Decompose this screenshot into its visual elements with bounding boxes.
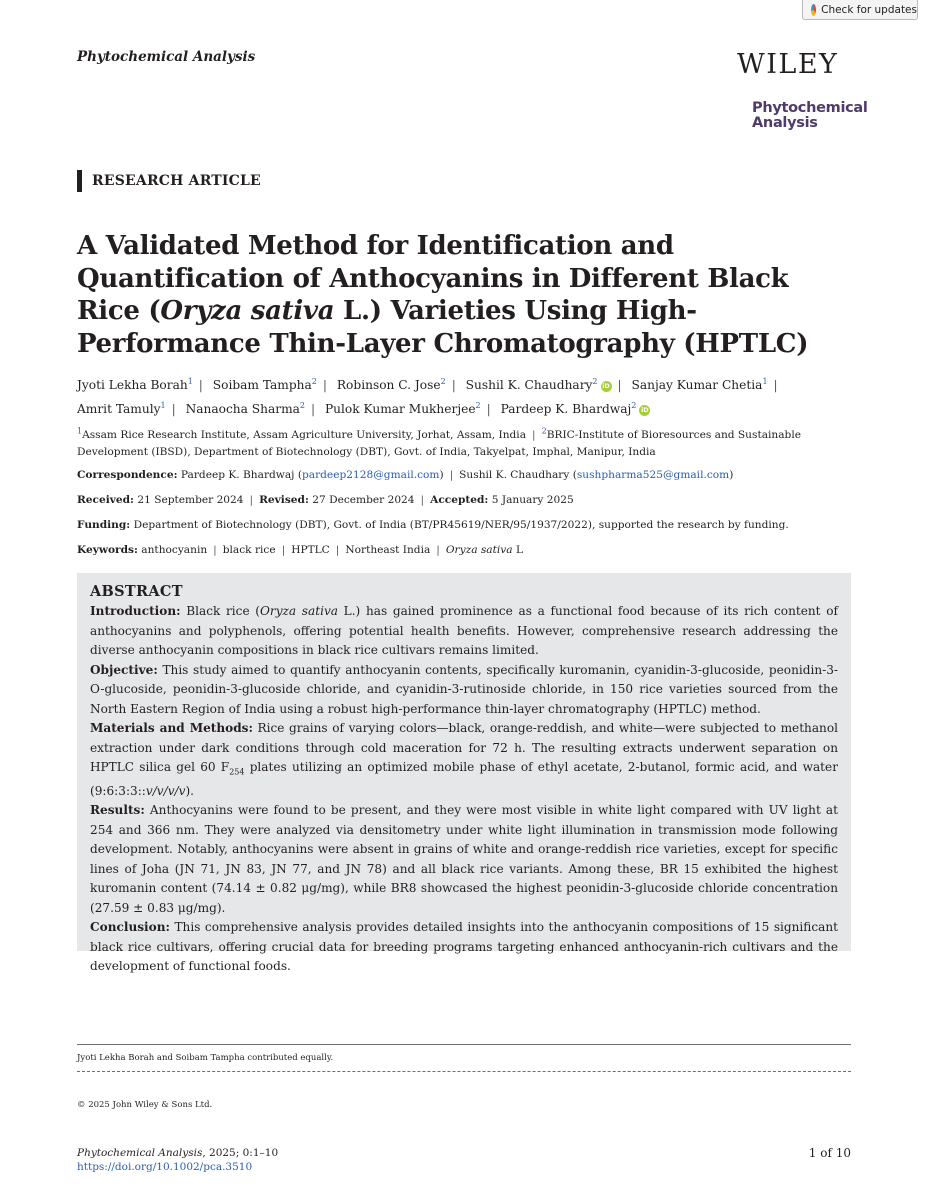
affiliation-2: $^2$BRIC-Institute of Bioresources and Sustainable Development (IBSD), Department of Biotechnology (DBT), Govt. of India, Takyelpat, Imphal, Manipur, India	[77, 426, 801, 458]
author-name: Pulok Kumar Mukherjee$^2$	[324, 400, 481, 416]
keywords: Keywords: anthocyanin | black rice | HPTLC | Northeast India | Oryza sativa L	[77, 544, 523, 556]
author-name: Soibam Tampha$^2$	[212, 377, 317, 393]
check-for-updates-button[interactable]	[802, 0, 918, 20]
crossmark-icon	[811, 4, 816, 16]
article-type-label: RESEARCH ARTICLE	[92, 173, 261, 189]
journal-logo-line1: Phytochemical	[752, 100, 868, 116]
journal-logo	[752, 101, 868, 131]
check-for-updates-label: Check for updates	[821, 3, 917, 16]
footnote: Jyoti Lekha Borah and Soibam Tampha contributed equally.	[77, 1053, 334, 1063]
funding: Funding: Department of Biotechnology (DBT), Govt. of India (BT/PR45619/NER/95/1937/2022), supported the research by funding.	[77, 519, 789, 531]
email-link-bhardwaj[interactable]: pardeep2128@gmail.com	[301, 469, 440, 481]
keyword: Northeast India	[345, 544, 431, 556]
footnote-dashed-divider	[77, 1071, 851, 1072]
author-name: Amrit Tamuly$^1$	[77, 400, 166, 416]
abstract-heading: ABSTRACT	[90, 583, 183, 600]
page-number: 1 of 10	[808, 1146, 851, 1160]
author-list: Jyoti Lekha Borah$^1$ | Soibam Tampha$^2$ | Robinson C. Jose$^2$ | Sushil K. Chaudhary$^2$iD | Sanjay Kumar Chetia$^1$ | Amrit Tamuly$^1$ | Nanaocha Sharma$^2$ | Pulok Kumar Mukherjee$^2$ | Pardeep K. Bhardwaj$^2$iD	[77, 377, 778, 416]
doi-link[interactable]: https://doi.org/10.1002/pca.3510	[77, 1161, 253, 1173]
author-name: Sushil K. Chaudhary$^2$iD	[465, 377, 610, 393]
abstract-objective: Objective: This study aimed to quantify anthocyanin contents, specifically kuromanin, cyanidin-3-glucoside, peonidin-3-O-glucoside, peonidin-3-glucoside chloride, and cyanidin-3-rutinoside chloride, in 150 rice varieties sourced from the North Eastern Region of India using a robust high-performance thin-layer chromatography (HPTLC) method.	[90, 662, 838, 716]
keyword: black rice	[222, 544, 276, 556]
author-name: Nanaocha Sharma$^2$	[185, 400, 305, 416]
article-title: A Validated Method for Identification and Quantification of Anthocyanins in Different Black Rice (Oryza sativa L.) Varieties Using High-Performance Thin-Layer Chromatography (HPTLC)	[77, 231, 809, 359]
article-type	[77, 170, 261, 192]
orcid-icon[interactable]: iD	[602, 382, 610, 391]
copyright: © 2025 John Wiley & Sons Ltd.	[77, 1100, 213, 1110]
keyword-list: anthocyanin | black rice | HPTLC | Northeast India |	[141, 544, 440, 556]
abstract-results: Results: Anthocyanins were found to be present, and they were most visible in white light compared with UV light at 254 and 366 nm. They were analyzed via densitometry under white light illumination in transmission mode following development. Notably, anthocyanins were absent in grains of white and orange-reddish rice varieties, except for specific lines of Joha (JN 71, JN 83, JN 77, and JN 78) and all black rice variants. Among these, BR 15 exhibited the highest kuromanin content (74.14 ± 0.82 μg/mg), while BR8 showcased the highest peonidin-3-glucoside chloride concentration (27.59 ± 0.83 μg/mg).	[90, 803, 838, 915]
orcid-icon[interactable]: iD	[641, 405, 649, 414]
abstract-introduction: Introduction: Black rice (Oryza sativa L.) has gained prominence as a functional food because of its rich content of anthocyanins and polyphenols, offering potential health benefits. However, comprehensive research addressing the diverse anthocyanin compositions in black rice cultivars remains limited.	[90, 604, 838, 657]
author-name: Sanjay Kumar Chetia$^1$	[631, 377, 768, 393]
wiley-logo: WILEY	[737, 49, 839, 80]
journal-logo-line2: Analysis	[752, 115, 818, 131]
abstract-methods: Materials and Methods: Rice grains of varying colors—black, orange-reddish, and white—were subjected to methanol extraction under dark conditions through cold maceration for 72 h. The resulting extracts underwent separation on HPTLC silica gel 60 $F_{254}$ plates utilizing an optimized mobile phase of ethyl acetate, 2-butanol, formic acid, and water (9:6:3:3::v/v/v/v).	[90, 721, 838, 798]
abstract-conclusion: Conclusion: This comprehensive analysis provides detailed insights into the anthocyanin compositions of 15 significant black rice cultivars, offering crucial data for breeding programs targeting enhanced anthocyanin-rich cultivars and the development of functional foods.	[90, 920, 838, 974]
keyword: HPTLC	[291, 544, 330, 556]
footer-citation: Phytochemical Analysis, 2025; 0:1–10	[77, 1147, 279, 1159]
author-name: Pardeep K. Bhardwaj$^2$iD	[500, 400, 649, 416]
correspondence: Correspondence: Pardeep K. Bhardwaj (pardeep2128@gmail.com) | Sushil K. Chaudhary (sushpharma525@gmail.com)	[77, 469, 734, 481]
affiliation-1: $^1$Assam Rice Research Institute, Assam Agriculture University, Jorhat, Assam, India	[77, 426, 527, 441]
affiliations: $^1$Assam Rice Research Institute, Assam Agriculture University, Jorhat, Assam, India | $^2$BRIC-Institute of Bioresources and Sustainable Development (IBSD), Department of Biotechnology (DBT), Govt. of India, Takyelpat, Imphal, Manipur, India	[77, 426, 801, 458]
article-dates: Received: 21 September 2024 | Revised: 27 December 2024 | Accepted: 5 January 2025	[77, 494, 574, 506]
email-link-chaudhary[interactable]: sushpharma525@gmail.com	[576, 469, 730, 481]
keyword: anthocyanin	[141, 544, 208, 556]
footnote-divider	[77, 1044, 851, 1045]
author-name: Jyoti Lekha Borah$^1$	[77, 377, 193, 393]
author-name: Robinson C. Jose$^2$	[336, 377, 446, 393]
abstract-box	[77, 573, 851, 974]
journal-header: Phytochemical Analysis	[77, 49, 256, 65]
